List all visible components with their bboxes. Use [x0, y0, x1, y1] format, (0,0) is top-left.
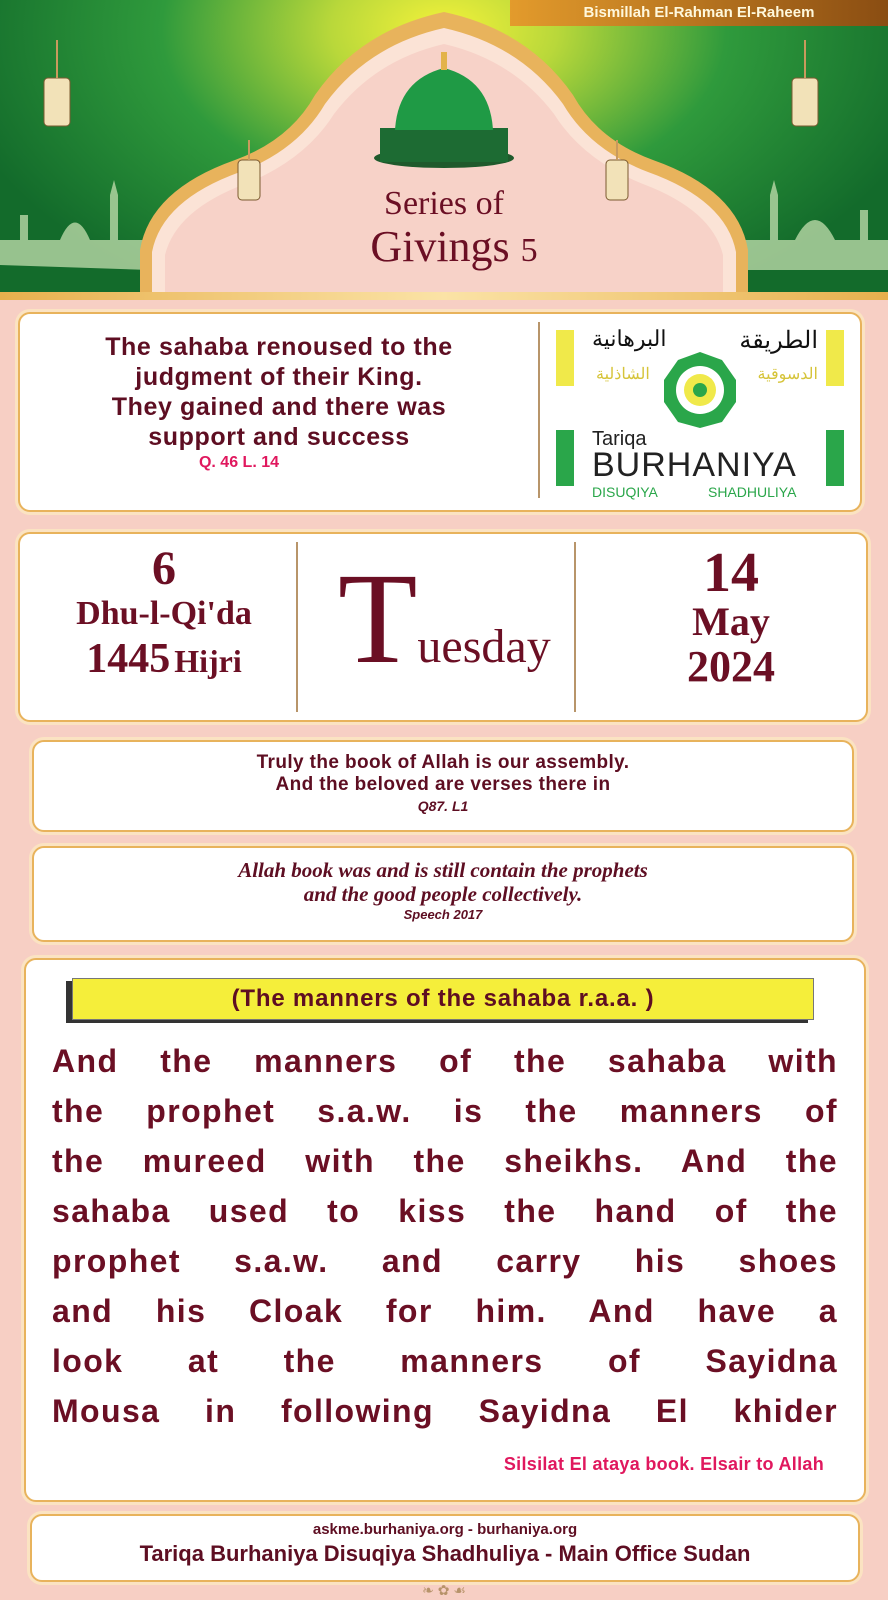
logo-green-bar-right	[826, 430, 844, 486]
main-body	[52, 1036, 838, 1436]
bismillah-banner	[510, 0, 888, 26]
top-quote-card	[18, 312, 862, 512]
date-card	[18, 532, 868, 722]
main-source: Silsilat El ataya book. Elsair to Allah	[503, 1454, 824, 1474]
logo-yellow-bar	[826, 330, 844, 386]
logo-green-bar-left	[556, 430, 574, 486]
footer-office: Tariqa Burhaniya Disuqiya Shadhuliya - Main Office Sudan	[139, 1541, 751, 1566]
burhaniya-logo	[552, 320, 852, 504]
logo-name: BURHANIYA	[592, 446, 797, 484]
main-card	[24, 958, 866, 1502]
body-line: the prophet s.a.w. is the manners of	[52, 1093, 838, 1129]
bismillah-text: Bismillah El-Rahman El-Raheem	[583, 4, 815, 21]
date-divider-right	[574, 542, 576, 712]
logo-tariqa: Tariqa	[592, 428, 647, 450]
logo-arabic-top-right: الطريقة	[739, 328, 818, 354]
top-quote-line: The sahaba renoused to the	[105, 333, 453, 361]
logo-arabic-mid-right: الدسوقية	[757, 366, 818, 383]
date-divider-left	[296, 542, 298, 712]
logo-yellow-bar-left	[556, 330, 574, 386]
top-quote-line: support and success	[148, 423, 410, 451]
greg-month: May	[692, 599, 770, 644]
body-line: look at the manners of Sayidna	[52, 1343, 838, 1379]
series-title	[294, 186, 594, 276]
series-line-2: Givings	[370, 222, 510, 271]
logo-arabic-top-left: البرهانية	[592, 326, 667, 351]
speech-reference: Speech 2017	[403, 907, 483, 922]
top-quote-line: judgment of their King.	[135, 363, 423, 391]
header-banner	[0, 0, 888, 300]
top-quote-line: They gained and there was	[111, 393, 447, 421]
logo-sub-right: SHADHULIYA	[708, 484, 797, 500]
hijri-day: 6	[152, 542, 176, 595]
hijri-date	[44, 544, 284, 693]
hijri-month: Dhu-l-Qi'da	[76, 595, 252, 632]
body-line: sahaba used to kiss the hand of the	[52, 1193, 838, 1229]
gregorian-date	[616, 544, 846, 692]
verse-card	[32, 740, 854, 832]
logo-divider	[538, 322, 540, 498]
footer-card	[30, 1514, 860, 1582]
footer-websites[interactable]: askme.burhaniya.org - burhaniya.org	[312, 1521, 578, 1538]
verse-line: Truly the book of Allah is our assembly.	[256, 752, 630, 773]
speech-line: Allah book was and is still contain the prophets	[238, 858, 648, 882]
greg-day: 14	[703, 542, 759, 604]
burhaniya-emblem-icon	[660, 350, 740, 430]
speech-line: and the good people collectively.	[303, 882, 583, 906]
body-line: prophet s.a.w. and carry his shoes	[52, 1243, 838, 1279]
body-line: And the manners of the sahaba with	[52, 1043, 838, 1079]
logo-arabic-mid-left: الشاذلية	[596, 366, 650, 383]
body-line: and his Cloak for him. And have a	[52, 1293, 838, 1329]
series-number: 5	[520, 232, 538, 269]
verse-line: And the beloved are verses there in	[275, 774, 611, 795]
main-heading: (The manners of the sahaba r.a.a. )	[231, 985, 655, 1012]
logo-sub-left: DISUQIYA	[592, 484, 658, 500]
body-line: the mureed with the sheikhs. And the	[52, 1143, 838, 1179]
top-quote-reference: Q. 46 L. 14	[198, 454, 280, 471]
weekday-rest: uesday	[417, 620, 551, 673]
footer-ornament-icon: ❧ ✿ ☙	[422, 1582, 466, 1598]
hijri-label: Hijri	[174, 643, 242, 679]
main-heading-tag	[72, 978, 814, 1020]
hijri-year: 1445	[86, 636, 171, 682]
greg-year: 2024	[687, 642, 775, 691]
body-line: Mousa in following Sayidna El khider	[52, 1393, 838, 1429]
speech-card	[32, 846, 854, 942]
verse-reference: Q87. L1	[417, 798, 469, 814]
weekday-initial: T	[338, 547, 418, 691]
series-line-1: Series of	[384, 185, 504, 222]
weekday	[338, 544, 558, 694]
top-quote	[34, 332, 524, 472]
header-gold-bar	[0, 292, 888, 300]
